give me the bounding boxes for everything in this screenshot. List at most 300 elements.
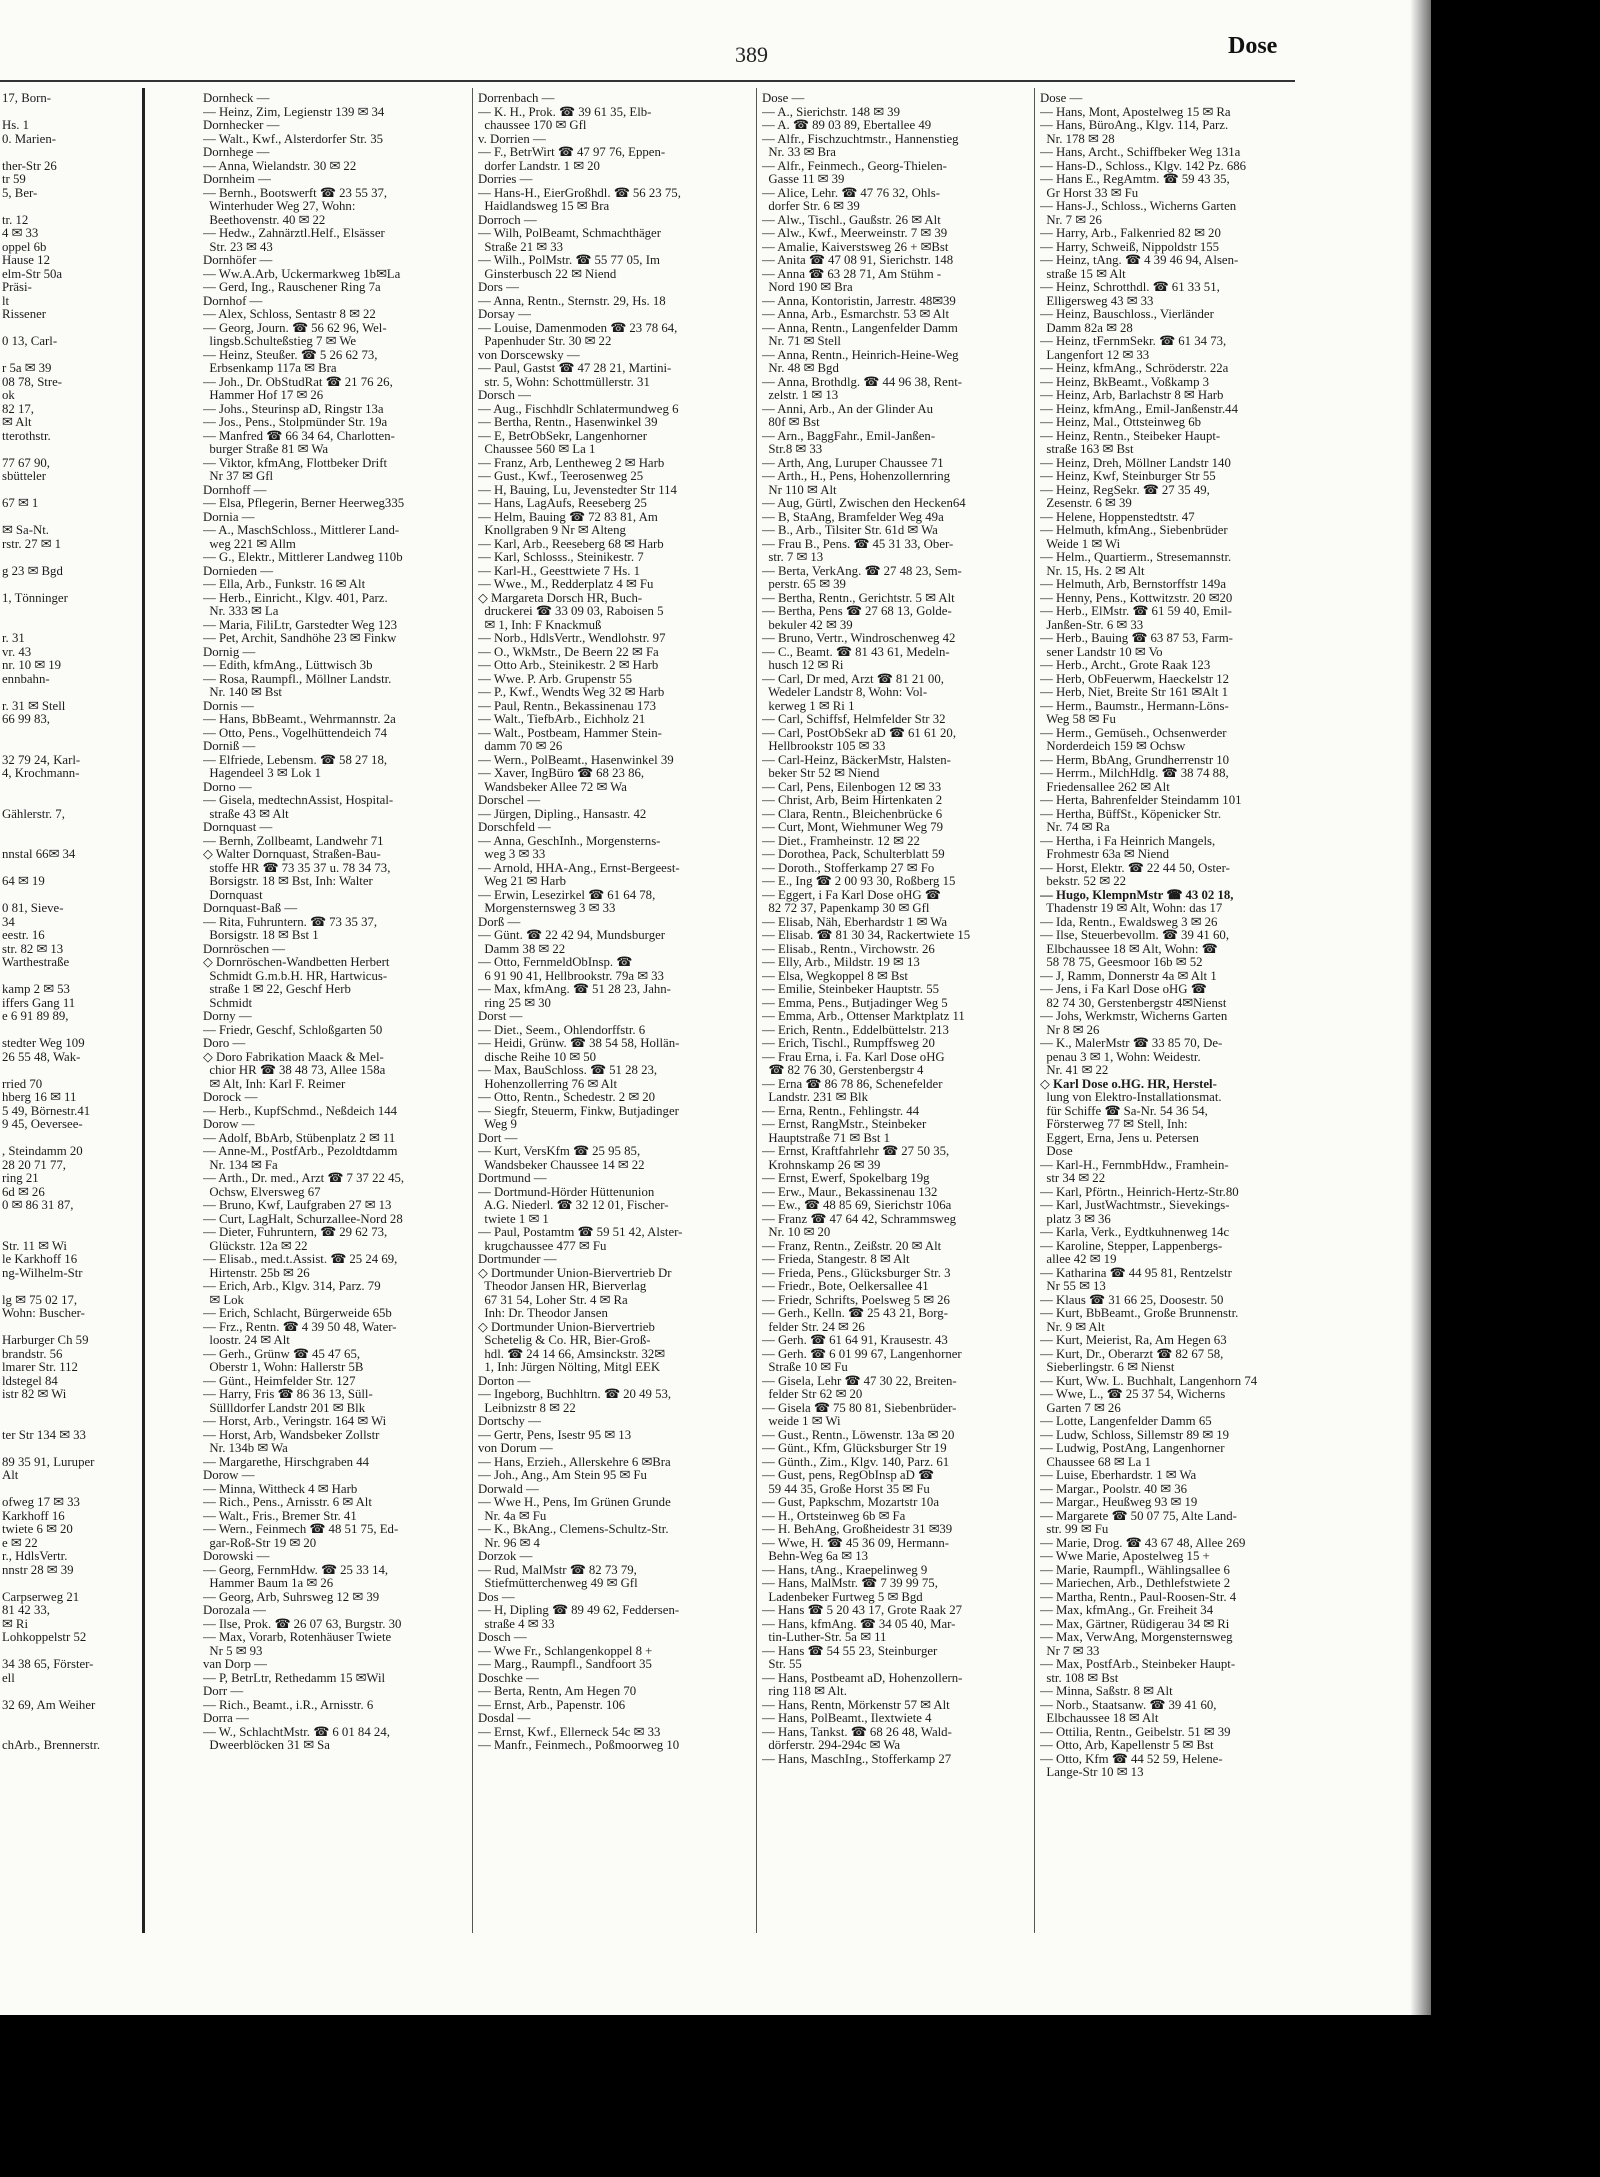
directory-entry-line: Gählerstr. 7, (2, 806, 65, 821)
directory-entry-line: Wandsbeker Allee 72 ✉ Wa (478, 779, 627, 794)
directory-entry-line: — Gust., Rentn., Löwenstr. 13a ✉ 20 (762, 1427, 955, 1442)
directory-entry-line: — Rich., Beamt., i.R., Arnisstr. 6 (203, 1697, 374, 1712)
directory-entry-line: Harburger Ch 59 (2, 1333, 89, 1347)
directory-entry-line: — Paul, Postamtm ☎ 59 51 42, Alster- (478, 1225, 683, 1239)
surname-heading: Dortschy — (478, 1414, 541, 1428)
directory-entry-line: ✉ Ri (2, 1616, 29, 1631)
directory-entry-line: — Eggert, i Fa Karl Dose oHG ☎ (762, 887, 941, 902)
directory-entry-line: — Katharina ☎ 44 95 81, Rentzelstr (1040, 1265, 1232, 1280)
directory-entry-line: Wedeler Landstr 8, Wohn: Vol- (762, 685, 928, 699)
directory-entry-line: lingsb.Schulteßstieg 7 ✉ We (203, 334, 357, 348)
directory-entry-line: — Otto, FernmeldObInsp. ☎ (478, 955, 633, 969)
directory-entry-line: — H. BehAng, Großheidestr 31 ✉39 (762, 1522, 953, 1536)
directory-entry-line: — Arth., Dr. med., Arzt ☎ 7 37 22 45, (203, 1171, 405, 1185)
directory-entry-line: 6 91 90 41, Hellbrookstr. 79a ✉ 33 (478, 968, 664, 983)
surname-heading: Dorzok — (478, 1549, 533, 1563)
directory-entry-line: — Herm., Baumstr., Hermann-Löns- (1040, 698, 1229, 713)
directory-entry-line: 67 31 54, Loher Str. 4 ✉ Ra (478, 1292, 628, 1307)
directory-entry-line: g 23 ✉ Bgd (2, 563, 63, 578)
directory-entry-line: — Dieter, Fuhruntern, ☎ 29 62 73, (203, 1225, 388, 1239)
directory-entry-line: — Walt., Kwf., Alsterdorfer Str. 35 (203, 131, 383, 146)
surname-heading: Dort — (478, 1130, 518, 1145)
directory-entry-line: — Margar., Heußweg 93 ✉ 19 (1040, 1495, 1198, 1509)
directory-entry-line: — Ilse, Steuerbevollm. ☎ 39 41 60, (1040, 928, 1230, 942)
directory-entry-line: straße 1 ✉ 22, Geschf Herb (203, 982, 351, 996)
directory-entry-line: Alt (2, 1468, 19, 1482)
directory-entry-line: Nr 110 ✉ Alt (762, 482, 837, 497)
directory-entry-line: Erbsenkamp 117a ✉ Bra (203, 361, 337, 375)
directory-entry-line: perstr. 65 ✉ 39 (762, 577, 846, 591)
directory-entry-line: Hellbrookstr 105 ✉ 33 (762, 739, 886, 753)
directory-entry-line: — C., Beamt. ☎ 81 43 61, Medeln- (762, 644, 950, 659)
directory-entry-line: Str. 11 ✉ Wi (2, 1238, 67, 1253)
directory-entry-line: — Ernst, Kwf., Ellerneck 54c ✉ 33 (478, 1724, 661, 1739)
surname-heading: v. Dorrien — (478, 131, 546, 146)
header-rule (0, 80, 1295, 82)
directory-entry-line: Stiefmütterchenweg 49 ✉ Gfl (478, 1576, 638, 1590)
directory-entry-line: eestr. 16 (2, 928, 45, 942)
directory-entry-line: bekuler 42 ✉ 39 (762, 617, 853, 632)
directory-entry-line: Morgensternsweg 3 ✉ 33 (478, 901, 616, 915)
directory-entry-line: — Carl, PostObSekr aD ☎ 61 61 20, (762, 725, 957, 740)
directory-entry-line: Nr. 15, Hs. 2 ✉ Alt (1040, 563, 1145, 578)
directory-entry-line: ✉ Sa-Nt. (2, 523, 49, 537)
directory-entry-line: — Wwe Fr., Schlangenkoppel 8 + (478, 1643, 653, 1658)
directory-entry-line: 82 17, (2, 401, 34, 416)
directory-entry-line: — Kurt, BbBeamt., Große Brunnenstr. (1040, 1306, 1239, 1320)
surname-heading: Dose — (762, 92, 805, 105)
directory-entry-line: — Otto Arb., Steinikestr. 2 ✉ Harb (478, 658, 659, 672)
directory-entry-line: — Herb., Einricht., Klgv. 401, Parz. (203, 590, 388, 605)
directory-entry-line: — Kurt, Meierist, Ra, Am Hegen 63 (1040, 1333, 1227, 1347)
directory-entry-line: — Rud, MalMstr ☎ 82 73 79, (478, 1562, 637, 1577)
surname-heading: Dorschfeld — (478, 820, 551, 834)
directory-entry-line: — Horst, Arb, Wandsbeker Zollstr (203, 1427, 380, 1442)
directory-entry-line: — Berta, Rentn, Am Hegen 70 (478, 1684, 637, 1698)
directory-entry-line: — Heinz, RegSekr. ☎ 27 35 49, (1040, 482, 1210, 497)
directory-entry-line: — Frau Erna, i. Fa. Karl Dose oHG (762, 1049, 945, 1064)
directory-entry-line: — Herb., KupfSchmd., Neßdeich 144 (203, 1103, 398, 1118)
directory-entry-line (2, 781, 138, 795)
directory-entry-line: — Johs., Steurinsp aD, Ringstr 13a (203, 401, 384, 416)
directory-entry-line: — Günth., Zim., Klgv. 140, Parz. 61 (762, 1454, 950, 1469)
directory-entry-line: Janßen-Str. 6 ✉ 33 (1040, 617, 1144, 632)
directory-entry-line: istr 82 ✉ Wi (2, 1387, 67, 1401)
surname-heading: Dorny — (203, 1009, 252, 1023)
surname-heading: Dornheim — (203, 172, 271, 186)
surname-heading: Dorwald — (478, 1481, 539, 1496)
directory-entry-line (2, 1064, 138, 1078)
directory-entry-line: — Erna ☎ 86 78 86, Schenefelder (762, 1076, 943, 1091)
directory-entry-line: r. 31 (2, 631, 25, 645)
directory-entry-line: — Helene, Hoppenstedtstr. 47 (1040, 509, 1195, 524)
directory-entry-line: Karkhoff 16 (2, 1508, 65, 1523)
directory-entry-line: — Hans-D., Schloss., Klgv. 142 Pz. 686 (1040, 158, 1247, 173)
directory-entry-line: ennbahn- (2, 671, 50, 686)
directory-entry-line: Hs. 1 (2, 118, 30, 132)
directory-entry-line: — Arth, Ang, Luruper Chaussee 71 (762, 455, 944, 470)
directory-entry-line: ok (2, 388, 15, 402)
directory-entry-line: 0 ✉ 86 31 87, (2, 1198, 74, 1212)
directory-entry-line: ✉ Alt (2, 415, 32, 429)
directory-entry-line: zelstr. 1 ✉ 13 (762, 388, 839, 402)
directory-entry-line: — Kurt, Dr., Oberarzt ☎ 82 67 58, (1040, 1346, 1224, 1361)
directory-entry-line (2, 1577, 138, 1591)
directory-entry-line: — Jens, i Fa Karl Dose oHG ☎ (1040, 982, 1207, 996)
directory-entry-line: tin-Luther-Str. 5a ✉ 11 (762, 1630, 887, 1644)
surname-heading: Dornhof — (203, 293, 263, 308)
directory-entry-line: — Heinz, kfmAng., Emil-Janßenstr.44 (1040, 401, 1238, 416)
directory-entry-line: ✉ Lok (203, 1292, 244, 1307)
directory-entry-line: oppel 6b (2, 239, 47, 254)
directory-entry-line: Weg 21 ✉ Harb (478, 874, 566, 888)
directory-entry-line: sbütteler (2, 469, 47, 483)
directory-entry-line: — Emilie, Steinbeker Hauptstr. 55 (762, 982, 939, 996)
directory-entry-line: — Helm, Bauing ☎ 72 83 81, Am (478, 509, 658, 524)
directory-entry-line (2, 1442, 138, 1456)
directory-entry-line: gar-Roß-Str 19 ✉ 20 (203, 1535, 317, 1550)
directory-entry-line: — Maria, FiliLtr, Garstedter Weg 123 (203, 617, 398, 632)
directory-entry-line: — Heinz, Dreh, Möllner Landstr 140 (1040, 455, 1231, 470)
directory-entry-line: tr. 12 (2, 212, 29, 227)
directory-entry-line: — Hans, Tankst. ☎ 68 26 48, Wald- (762, 1724, 952, 1739)
directory-entry-line: — Heinz, Zim, Legienstr 139 ✉ 34 (203, 104, 385, 119)
directory-entry-line: Ginsterbusch 22 ✉ Niend (478, 266, 617, 281)
directory-entry-line (2, 578, 138, 592)
directory-entry-line: — Kurt, Ww. L. Buchhalt, Langenhorn 74 (1040, 1373, 1258, 1388)
directory-entry-line (2, 1226, 138, 1240)
directory-entry-line: Elbchaussee 18 ✉ Alt, Wohn: ☎ (1040, 941, 1218, 956)
directory-entry-line: — K., BkAng., Clemens-Schultz-Str. (478, 1522, 669, 1536)
directory-entry-line: lg ✉ 75 02 17, (2, 1292, 78, 1307)
directory-entry-line: — Hans, MaschIng., Stofferkamp 27 (762, 1751, 952, 1766)
directory-entry-line: str. 108 ✉ Bst (1040, 1670, 1119, 1685)
directory-entry-line: — Friedr, Schrifts, Poelsweg 5 ✉ 26 (762, 1292, 950, 1307)
directory-entry-line: ring 21 (2, 1171, 39, 1185)
directory-entry-line: kamp 2 ✉ 53 (2, 982, 70, 996)
directory-entry-line: Schmidt (203, 995, 253, 1010)
surname-heading: Dorowski — (203, 1549, 270, 1563)
directory-entry-line: bekstr. 52 ✉ 22 (1040, 874, 1127, 888)
directory-entry-line: 5 49, Börnestr.41 (2, 1103, 91, 1118)
surname-heading: Dornröschen — (203, 941, 286, 956)
directory-entry-line: — Manfred ☎ 66 34 64, Charlotten- (203, 428, 395, 443)
directory-entry-line: 1, Tönninger (2, 590, 68, 605)
directory-entry-line: — Gust., Kwf., Teerosenweg 25 (478, 469, 644, 483)
directory-entry-line: — Wwe, H. ☎ 45 36 09, Hermann- (762, 1535, 950, 1550)
directory-entry-line: — Heinz, Rentn., Steibeker Haupt- (1040, 428, 1221, 443)
directory-entry-line: — Wilh., PolMstr. ☎ 55 77 05, Im (478, 253, 660, 267)
directory-entry-line: Garten 7 ✉ 26 (1040, 1400, 1121, 1415)
directory-entry-line: — Herb., Archt., Grote Raak 123 (1040, 658, 1211, 672)
directory-entry-line: — Hans, Rentn, Mörkenstr 57 ✉ Alt (762, 1697, 950, 1712)
directory-entry-line: — Joh., Dr. ObStudRat ☎ 21 76 26, (203, 374, 393, 389)
directory-entry-line: Thadenstr 19 ✉ Alt, Wohn: das 17 (1040, 901, 1223, 915)
directory-entry-line: — P, BetrLtr, Rethedamm 15 ✉Wil (203, 1670, 386, 1685)
directory-entry-line: Nr. 10 ✉ 20 (762, 1225, 831, 1239)
directory-entry-line: ofweg 17 ✉ 33 (2, 1495, 80, 1509)
directory-entry-line: 58 78 75, Geesmoor 16b ✉ 52 (1040, 955, 1203, 969)
surname-heading: Dornhecker — (203, 118, 280, 132)
page-edge-shadow (1410, 0, 1431, 2015)
directory-entry-line: Beethovenstr. 40 ✉ 22 (203, 212, 326, 227)
surname-heading: Dorozala — (203, 1603, 266, 1617)
directory-entry-line: Leibnizstr 8 ✉ 22 (478, 1400, 576, 1415)
directory-entry-line: — Herm, BbAng, Grundherrenstr 10 (1040, 752, 1230, 767)
directory-entry-line: vr. 43 (2, 644, 32, 659)
surname-heading: Dorst — (478, 1009, 523, 1023)
directory-entry-line: Ladenbeker Furtweg 5 ✉ Bgd (762, 1589, 923, 1604)
directory-entry-line: Nr. 134 ✉ Fa (203, 1157, 278, 1172)
directory-entry-line: ◇ Dornröschen-Wandbetten Herbert (203, 955, 390, 969)
directory-entry-line: 9 45, Oeversee- (2, 1117, 83, 1131)
directory-entry-line: str. 5, Wohn: Schottmüllerstr. 31 (478, 374, 650, 389)
directory-entry-line: — Norb., HdlsVertr., Wendlohstr. 97 (478, 631, 666, 645)
directory-entry-line: — J, Ramm, Donnerstr 4a ✉ Alt 1 (1040, 968, 1217, 983)
directory-entry-line: druckerei ☎ 33 09 03, Raboisen 5 (478, 604, 664, 618)
directory-entry-line: — Elisab., med.t.Assist. ☎ 25 24 69, (203, 1252, 398, 1266)
directory-entry-line: — Hans ☎ 5 20 43 17, Grote Raak 27 (762, 1603, 963, 1617)
directory-entry-line: — A., Sierichstr. 148 ✉ 39 (762, 104, 900, 119)
directory-entry-line: dorfer Str. 6 ✉ 39 (762, 199, 860, 213)
column-1 (203, 92, 469, 1932)
directory-entry-line: lung von Elektro-Installationsmat. (1040, 1090, 1222, 1104)
directory-entry-line: Hirtenstr. 25b ✉ 26 (203, 1265, 310, 1280)
directory-entry-line: — Gust, Papkschm, Mozartstr 10a (762, 1495, 940, 1509)
directory-entry-line: nnstr 28 ✉ 39 (2, 1562, 74, 1577)
directory-entry-line: Elligersweg 43 ✉ 33 (1040, 293, 1154, 308)
directory-entry-line: — Max, BauSchloss. ☎ 51 28 23, (478, 1063, 658, 1077)
directory-entry-line: — W., SchlachtMstr. ☎ 6 01 84 24, (203, 1724, 390, 1739)
directory-entry-line (2, 1132, 138, 1146)
surname-heading: Dorroch — (478, 212, 537, 227)
surname-heading: Dorß — (478, 914, 521, 929)
directory-entry-line: — Hans, Archt., Schiffbeker Weg 131a (1040, 145, 1241, 159)
directory-entry-line: Hauptstraße 71 ✉ Bst 1 (762, 1130, 891, 1145)
directory-entry-line: dörferstr. 294-294c ✉ Wa (762, 1738, 901, 1752)
directory-entry-line (2, 1024, 138, 1038)
directory-entry-line: ◇ Dortmunder Union-Biervertrieb Dr (478, 1265, 672, 1280)
directory-entry-line: Damm 82a ✉ 28 (1040, 320, 1133, 335)
directory-entry-line (2, 484, 138, 498)
directory-entry-line (2, 686, 138, 700)
directory-entry-line: dische Reihe 10 ✉ 50 (478, 1049, 597, 1064)
directory-entry-line: ☎ 82 76 30, Gerstenbergstr 4 (762, 1063, 924, 1077)
directory-entry-line: r. 31 ✉ Stell (2, 698, 66, 713)
directory-entry-line: — Gertr, Pens, Isestr 95 ✉ 13 (478, 1427, 632, 1442)
directory-entry-line: — Erich, Tischl., Rumpffsweg 20 (762, 1036, 935, 1050)
directory-entry-line: — Elfriede, Lebensm. ☎ 58 27 18, (203, 752, 388, 767)
directory-entry-line: — Karl, Arb., Reeseberg 68 ✉ Harb (478, 536, 664, 551)
directory-entry-line: — Emma, Arb., Ottenser Marktplatz 11 (762, 1009, 965, 1023)
directory-entry-line: — Margarete ☎ 50 07 75, Alte Land- (1040, 1508, 1237, 1523)
surname-heading: Dornieden — (203, 563, 274, 578)
directory-entry-line: — Bertha, Pens ☎ 27 68 13, Golde- (762, 604, 952, 618)
directory-entry-line: — A. ☎ 89 03 89, Ebertallee 49 (762, 118, 932, 132)
directory-entry-line: Knollgraben 9 Nr ✉ Alteng (478, 523, 626, 537)
directory-entry-line: — Erich, Rentn., Eddelbüttelstr. 213 (762, 1022, 949, 1037)
surname-heading: Doschke — (478, 1670, 539, 1685)
directory-entry-line: Nr. 178 ✉ 28 (1040, 131, 1115, 146)
directory-entry-line: — Kurt, VersKfm ☎ 25 95 85, (478, 1144, 641, 1158)
surname-heading: Doro — (203, 1036, 246, 1050)
directory-entry-line: twiete 1 ✉ 1 (478, 1211, 549, 1226)
directory-entry-line: — Alw., Kwf., Meerweinstr. 7 ✉ 39 (762, 226, 948, 240)
directory-entry-line: — Johs, Werkmstr, Wicherns Garten (1040, 1009, 1228, 1023)
directory-entry-line: e ✉ 22 (2, 1535, 38, 1550)
page-number: 389 (735, 42, 768, 67)
directory-entry-line: — Helmuth, kfmAng., Siebenbrüder (1040, 523, 1228, 537)
directory-entry-line: — Wwe, L., ☎ 25 37 54, Wicherns (1040, 1387, 1226, 1401)
directory-entry-line: — Hertha, BüffSt., Köpenicker Str. (1040, 806, 1222, 821)
directory-entry-line: tterothstr. (2, 428, 51, 443)
directory-entry-line: — Heinz, Mal., Ottsteinweg 6b (1040, 415, 1201, 429)
directory-entry-line: — Karl, JustWachtmstr., Sievekings- (1040, 1198, 1230, 1212)
directory-entry-line: Nr. 71 ✉ Stell (762, 334, 841, 348)
directory-entry-line: — Erich, Schlacht, Bürgerweide 65b (203, 1306, 392, 1320)
directory-entry-line: straße 163 ✉ Bst (1040, 442, 1134, 456)
directory-entry-line: — Frau B., Pens. ☎ 45 31 33, Ober- (762, 536, 954, 551)
directory-entry-line: 28 20 71 77, (2, 1157, 66, 1172)
column-4 (1040, 92, 1312, 1932)
directory-entry-line: — Karla, Verk., Eydtkuhnenweg 14c (1040, 1225, 1230, 1239)
directory-entry-line (2, 1726, 138, 1740)
directory-entry-line: 82 74 30, Gerstenbergstr 4✉Nienst (1040, 995, 1227, 1010)
directory-entry-line: — Dortmund-Hörder Hüttenunion (478, 1184, 655, 1199)
directory-entry-line: — Karl, Pförtn., Heinrich-Hertz-Str.80 (1040, 1184, 1239, 1199)
directory-entry-line: weg 221 ✉ Allm (203, 536, 296, 551)
directory-entry-line: — Alw., Tischl., Gaußstr. 26 ✉ Alt (762, 212, 941, 227)
surname-heading: Dornquast-Baß — (203, 901, 298, 915)
directory-entry-line: — Carl-Heinz, BäckerMstr, Halsten- (762, 752, 951, 767)
surname-heading: Dornheck — (203, 92, 270, 105)
directory-entry-line: Warthestraße (2, 955, 70, 969)
directory-entry-line: — Heinz, Steußer. ☎ 5 26 62 73, (203, 347, 378, 362)
directory-entry-line: — Anna, Wielandstr. 30 ✉ 22 (203, 158, 357, 173)
directory-entry-line: iffers Gang 11 (2, 995, 76, 1010)
directory-entry-line: — Heinz, kfmAng., Schröderstr. 22a (1040, 361, 1229, 375)
directory-entry-line: — Ludw, Schloss, Sillemstr 89 ✉ 19 (1040, 1427, 1230, 1442)
directory-entry-line: — Siegfr, Steuerm, Finkw, Butjadinger (478, 1103, 679, 1118)
directory-entry-line: Papenhuder Str. 30 ✉ 22 (478, 334, 612, 348)
directory-entry-line: — Anna, GeschInh., Morgensterns- (478, 833, 661, 848)
directory-entry-line: ◇ Walter Dornquast, Straßen-Bau- (203, 847, 381, 861)
directory-entry-line: ◇ Margareta Dorsch HR, Buch- (478, 590, 643, 605)
directory-entry-line: Lohkoppelstr 52 (2, 1630, 87, 1644)
directory-entry-line: hberg 16 ✉ 11 (2, 1090, 77, 1104)
directory-entry-line: — Hans, Erzieh., Allerskehre 6 ✉Bra (478, 1454, 671, 1469)
directory-entry-line: rried 70 (2, 1076, 43, 1091)
directory-entry-line: — Minna, Saßstr. 8 ✉ Alt (1040, 1684, 1173, 1698)
surname-heading: Dorow — (203, 1117, 255, 1131)
directory-entry-line (2, 794, 138, 808)
directory-entry-line: — Ottilia, Rentn., Geibelstr. 51 ✉ 39 (1040, 1724, 1231, 1739)
directory-entry-line (2, 322, 138, 336)
directory-entry-line: ter Str 134 ✉ 33 (2, 1427, 86, 1442)
directory-entry-line: — Hans, PolBeamt., Ilextwiete 4 (762, 1711, 932, 1725)
surname-heading: Dorsch — (478, 388, 531, 402)
directory-entry-line: — Elly, Arb., Mildstr. 19 ✉ 13 (762, 955, 920, 969)
directory-entry-line (2, 551, 138, 565)
column-fragment (2, 92, 138, 1932)
directory-entry-line: — Anna, Arb., Esmarchstr. 53 ✉ Alt (762, 307, 950, 321)
directory-entry-line: ◇ Karl Dose o.HG. HR, Herstel- (1040, 1076, 1217, 1091)
directory-entry-line: — Heinz, tAng. ☎ 4 39 46 94, Alsen- (1040, 253, 1239, 267)
directory-entry-line: — Martha, Rentn., Paul-Roosen-Str. 4 (1040, 1589, 1237, 1604)
directory-entry-line: — Hans, kfmAng. ☎ 34 05 40, Mar- (762, 1616, 956, 1631)
directory-entry-line: — Gerh., Grünw ☎ 45 47 65, (203, 1346, 361, 1361)
directory-entry-line: — Alex, Schloss, Sentastr 8 ✉ 22 (203, 307, 376, 321)
directory-entry-line: Weide 1 ✉ Wi (1040, 536, 1121, 551)
directory-entry-line: Hohenzollerring 76 ✉ Alt (478, 1076, 618, 1091)
directory-entry-line: — Walt., Fris., Bremer Str. 41 (203, 1508, 357, 1523)
directory-entry-line: — Margarethe, Hirschgraben 44 (203, 1454, 370, 1469)
directory-entry-line: — Walt., Postbeam, Hammer Stein- (478, 725, 662, 740)
directory-entry-line: Chaussee 68 ✉ La 1 (1040, 1454, 1151, 1469)
directory-entry-line: — Frieda, Pens., Glücksburger Str. 3 (762, 1265, 951, 1280)
directory-entry-line: — Max, kfmAng. ☎ 51 28 23, Jahn- (478, 982, 671, 996)
directory-entry-line: Borsigstr. 18 ✉ Bst, Inh: Walter (203, 874, 373, 888)
directory-entry-line: — Herb., ElMstr. ☎ 61 59 40, Emil- (1040, 604, 1232, 618)
directory-entry-line: — Elsa, Wegkoppel 8 ✉ Bst (762, 968, 908, 983)
directory-entry-line: Lange-Str 10 ✉ 13 (1040, 1765, 1144, 1779)
directory-entry-line: dorfer Landstr. 1 ✉ 20 (478, 158, 600, 173)
directory-entry-line: Glückstr. 12a ✉ 22 (203, 1238, 308, 1253)
directory-entry-line: — Louise, Damenmoden ☎ 23 78 64, (478, 320, 678, 335)
directory-entry-line: — Hans, BbBeamt., Wehrmannstr. 2a (203, 712, 396, 726)
directory-entry-line: ell (2, 1670, 15, 1685)
directory-entry-line: — Hans ☎ 54 55 23, Steinburger (762, 1643, 938, 1658)
directory-entry-line: — Gisela, Lehr ☎ 47 30 22, Breiten- (762, 1373, 957, 1388)
directory-entry-line: chior HR ☎ 38 48 73, Allee 158a (203, 1063, 386, 1077)
directory-entry-line: Str. 23 ✉ 43 (203, 239, 273, 254)
column-divider (1034, 88, 1035, 1933)
directory-entry-line: — Max, Vorarb, Rotenhäuser Twiete (203, 1630, 392, 1644)
directory-entry-line: 17, Born- (2, 92, 52, 105)
directory-entry-line: — Manfr., Feinmech., Poßmoorweg 10 (478, 1738, 680, 1752)
directory-entry-line: — Hertha, i Fa Heinrich Mangels, (1040, 833, 1216, 848)
column-2 (478, 92, 753, 1932)
directory-entry-line: — E, BetrObSekr, Langenhorner (478, 428, 647, 443)
directory-entry-line: 77 67 90, (2, 455, 50, 470)
directory-entry-line: — Christ, Arb, Beim Hirtenkaten 2 (762, 793, 943, 807)
directory-entry-line: — Carl, Schiffsf, Helmfelder Str 32 (762, 712, 946, 726)
directory-entry-line: — Wwe H., Pens, Im Grünen Grunde (478, 1495, 671, 1509)
directory-entry-line: — Harry, Arb., Falkenried 82 ✉ 20 (1040, 226, 1221, 240)
directory-entry-line: — Heinz, Arb, Barlachstr 8 ✉ Harb (1040, 388, 1224, 402)
directory-entry-line: — Curt, LagHalt, Schurzallee-Nord 28 (203, 1211, 403, 1226)
surname-heading: Dortmunder — (478, 1252, 557, 1266)
directory-entry-line: Hammer Hof 17 ✉ 26 (203, 388, 324, 402)
directory-entry-line: platz 3 ✉ 36 (1040, 1211, 1111, 1226)
directory-entry-line (2, 835, 138, 849)
directory-entry-line: Dornquast (203, 887, 263, 902)
directory-entry-line: — Karl-H., Geesttwiete 7 Hs. 1 (478, 563, 641, 578)
directory-entry-line: 08 78, Stre- (2, 374, 63, 389)
directory-entry-line: beker Str 52 ✉ Niend (762, 766, 880, 780)
directory-entry-line: — Hans-H., EierGroßhdl. ☎ 56 23 75, (478, 185, 681, 200)
surname-heading: Dornia — (203, 509, 255, 524)
directory-entry-line: 89 35 91, Luruper (2, 1454, 95, 1469)
directory-entry-line: Damm 38 ✉ 22 (478, 941, 566, 956)
directory-entry-line: — Franz, Arb, Lentheweg 2 ✉ Harb (478, 455, 665, 470)
directory-entry-line: Chaussee 560 ✉ La 1 (478, 442, 596, 456)
directory-entry-line: für Schiffe ☎ Sa-Nr. 54 36 54, (1040, 1103, 1208, 1118)
directory-entry-line: — Paul, Gastst ☎ 47 28 21, Martini- (478, 361, 672, 375)
directory-entry-line: — Anna, Kontoristin, Jarrestr. 48✉39 (762, 293, 956, 308)
directory-entry-line: sener Landstr 10 ✉ Vo (1040, 644, 1163, 659)
directory-entry-line: — Rita, Fuhruntern. ☎ 73 35 37, (203, 914, 378, 929)
